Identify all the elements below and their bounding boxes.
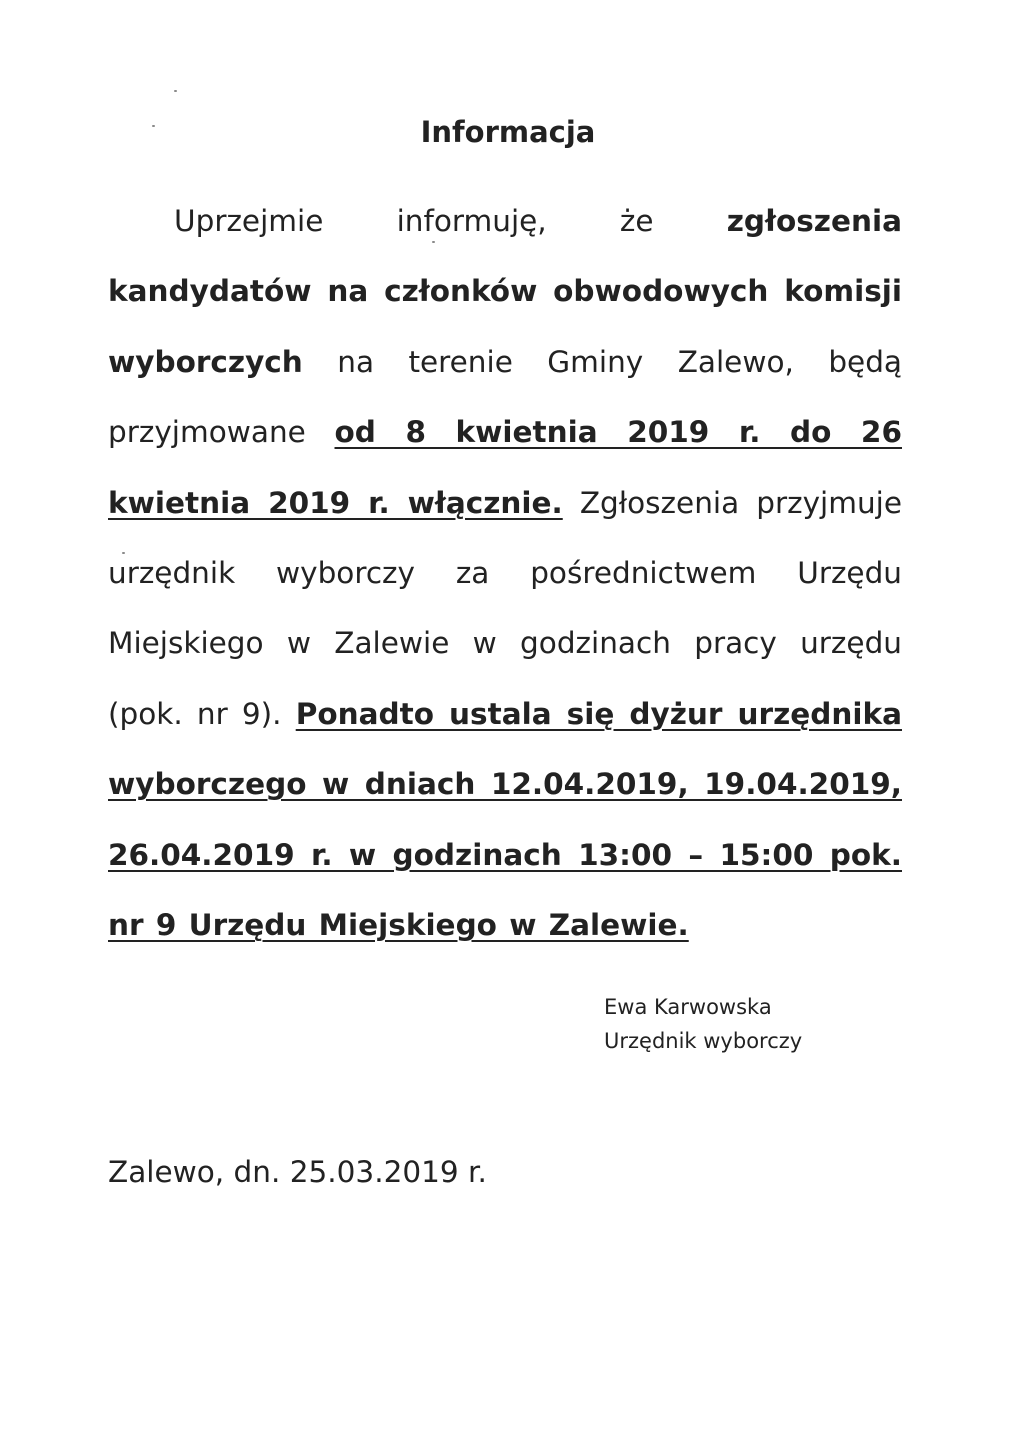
scan-speck xyxy=(122,552,125,554)
scan-speck xyxy=(152,125,155,127)
signature-block xyxy=(604,990,802,1058)
signature-name: Ewa Karwowska xyxy=(604,995,772,1019)
body-submission-info: Zgłoszenia przyjmuje urzędnik wyborczy za pośrednictwem Urzędu Miejskiego w Zalewie w godzinach pracy urzędu (pok. nr 9). xyxy=(108,485,902,731)
body-location: na terenie Gminy Zalewo, będą przyjmowane xyxy=(108,344,902,450)
body-intro: Uprzejmie informuję, że xyxy=(174,204,727,238)
place-and-date: Zalewo, dn. 25.03.2019 r. xyxy=(108,1155,487,1189)
body-bold-candidates: zgłoszenia kandydatów na członków obwodowych komisji wyborczych xyxy=(108,204,902,379)
scan-speck xyxy=(432,241,435,243)
document-title: Informacja xyxy=(420,115,596,149)
body-date-range: od 8 kwietnia 2019 r. do 26 kwietnia 2019 r. włącznie. xyxy=(108,415,902,520)
scan-speck xyxy=(174,90,177,92)
signature-role: Urzędnik wyborczy xyxy=(604,1029,803,1053)
announcement-body xyxy=(108,186,902,960)
body-duty-hours: Ponadto ustala się dyżur urzędnika wyborczego w dniach 12.04.2019, 19.04.2019, 26.04.2019 r. w godzinach 13:00 – 15:00 pok. nr 9 Urzędu Miejskiego w Zalewie. xyxy=(108,696,902,943)
